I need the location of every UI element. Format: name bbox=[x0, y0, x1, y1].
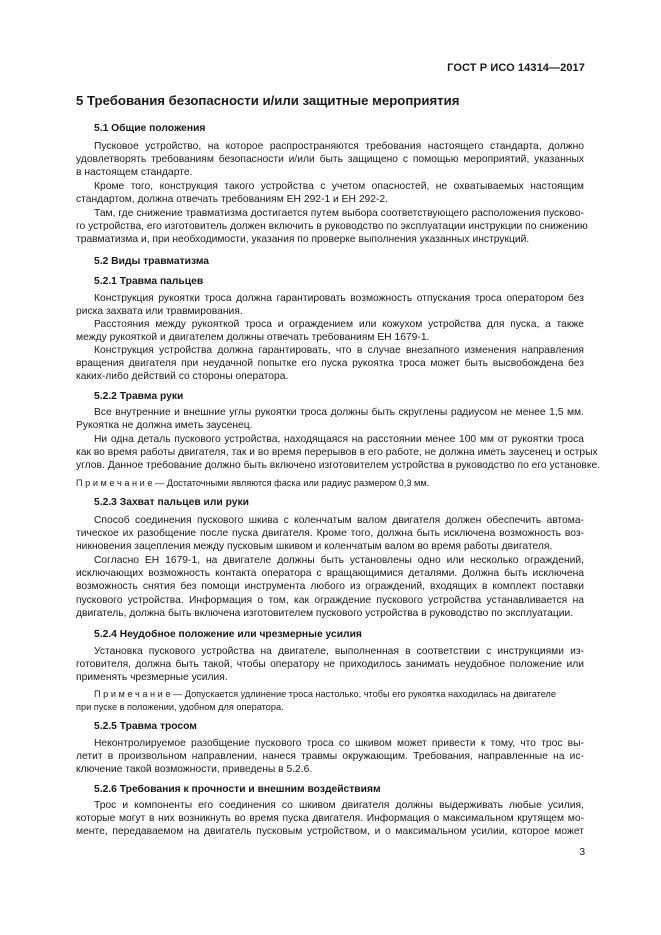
subsection-5-2-3-title: 5.2.3 Захват пальцев или руки bbox=[94, 497, 249, 508]
subsection-5-2-6-title: 5.2.6 Требования к прочности и внешним воздействиям bbox=[94, 784, 381, 795]
paragraph-5-2-6-1: Трос и компоненты его соединения со шкивом двигателя должны выдерживать любые усилия, которые могут в них возникнуть во время пуска двигателя. Информация о максимальном крутящем мо- менте, передаваемом на двигатель пусковым устройством, и о максимальном усилии, которое может bbox=[76, 800, 584, 838]
paragraph-5-1-1: Пусковое устройство, на которое распространяются требования настоящего стандарта, должно удовлетворять требованиям безопасности и/или быть защищено с помощью мероприятий, указанных в настоящем стандарте. bbox=[76, 141, 584, 179]
subsection-5-2-4-title: 5.2.4 Неудобное положение или чрезмерные усилия bbox=[94, 629, 362, 640]
paragraph-5-2-3-2: Согласно ЕН 1679-1, на двигателе должны быть установлены одно или несколько ограждений, исключающих возможность контакта оператора с вращающимися деталями. Должна быть исключена возможность снятия без помощи инструмента любого из ограждений, входящих в комплект поставки пускового устройства. Информация о том, как ограждение пускового устройства устанавливается на двигатель, должна быть включена изготовителем пускового устройства в руководство по эксплуатации. bbox=[76, 555, 584, 619]
page-number: 3 bbox=[579, 847, 585, 858]
paragraph-5-2-5-1: Неконтролируемое разобщение пускового троса со шкивом может привести к тому, что трос вы- летит в произвольном направлении, нанеся травмы окружающим. Требования, направленные на ис- ключение такой возможности, приведены в 5.2.6. bbox=[76, 738, 584, 776]
subsection-5-2-2-title: 5.2.2 Травма руки bbox=[94, 391, 184, 402]
note-5-2-2: П р и м е ч а н и е — Достаточными являются фаска или радиус размером 0,3 мм. bbox=[76, 478, 430, 488]
paragraph-5-2-3-1: Способ соединения пускового шкива с коленчатым валом двигателя должен обеспечить автома- тическое их разобщение после пуска двигателя. Кроме того, должна быть исключена возможность воз- никновения зацепления между пусковым шкивом и коленчатым валом во время работы двигателя. bbox=[76, 515, 584, 553]
subsection-5-2-title: 5.2 Виды травматизма bbox=[94, 256, 210, 267]
paragraph-5-2-2-2: Ни одна деталь пускового устройства, находящаяся на расстоянии менее 100 мм от рукоятки троса как во время работы двигателя, так и во время перерывов в его работе, не должна иметь заусенец и острых углов. Данное требование должно быть включено изготовителем устройства в руководство по его установке. bbox=[76, 434, 601, 472]
document-header-id: ГОСТ Р ИСО 14314—2017 bbox=[447, 62, 585, 74]
paragraph-5-2-4-1: Установка пускового устройства на двигателе, выполненная в соответствии с инструкциями из- готовителя, должна быть такой, чтобы оператору не приходилось занимать неудобное положение или применять чрезмерные усилия. bbox=[76, 646, 584, 684]
note-5-2-4: П р и м е ч а н и е — Допускается удлинение троса настолько, чтобы его рукоятка находилась на двигателе при пуске в положении, удобном для оператора. bbox=[76, 689, 557, 712]
paragraph-5-2-1-1: Конструкция рукоятки троса должна гарантировать возможность отпускания троса оператором без риска захвата или травмирования. bbox=[76, 293, 584, 318]
paragraph-5-1-3: Там, где снижение травматизма достигается путем выбора соответствующего расположения пусково- го устройства, его изготовитель должен включить в руководство по эксплуатации инструкции по снижению травматизма и, при необходимости, указания по проверке выполнения указанных инструкций. bbox=[76, 208, 588, 246]
paragraph-5-2-1-3: Конструкция устройства должна гарантировать, что в случае внезапного изменения направления вращения двигателя при неудачной попытке его пуска рукоятка троса может быть высвобождена без каких-либо действий со стороны оператора. bbox=[76, 345, 584, 383]
subsection-5-2-1-title: 5.2.1 Травма пальцев bbox=[94, 276, 204, 287]
subsection-5-2-5-title: 5.2.5 Травма тросом bbox=[94, 721, 197, 732]
subsection-5-1-title: 5.1 Общие положения bbox=[94, 123, 206, 134]
paragraph-5-2-2-1: Все внутренние и внешние углы рукоятки троса должны быть скруглены радиусом не менее 1,5 мм. Рукоятка не должна иметь заусенец. bbox=[76, 407, 584, 432]
paragraph-5-1-2: Кроме того, конструкция такого устройства с учетом опасностей, не охватываемых настоящим стандартом, должна отвечать требованиям ЕН 292-1 и ЕН 292-2. bbox=[76, 181, 584, 206]
section-title: 5 Требования безопасности и/или защитные мероприятия bbox=[76, 93, 460, 108]
paragraph-5-2-1-2: Расстояния между рукояткой троса и ограждением или кожухом устройства для пуска, а также между рукояткой и двигателем должны отвечать требованиям ЕН 1679-1. bbox=[76, 319, 584, 344]
